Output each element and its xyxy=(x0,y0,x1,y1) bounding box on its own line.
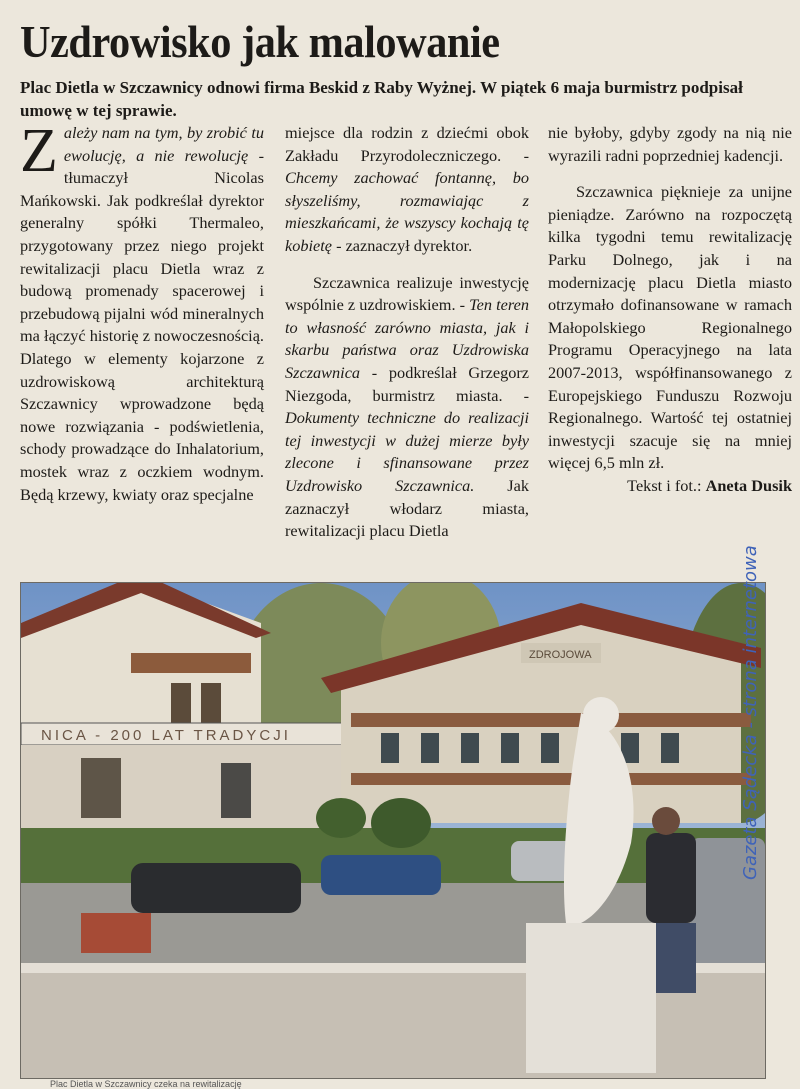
banner-text: NICA - 200 LAT TRADYCJI xyxy=(41,727,291,744)
lead-paragraph: Plac Dietla w Szczawnicy odnowi firma Beskid z Raby Wyżnej. W piątek 6 maja burmistrz podpisał umowę w tej sprawie. xyxy=(20,78,743,120)
quote-text: Chcemy zachować fontannę, bo słyszeliśmy, rozmawiając z mieszkańcami, że wszyscy kochają tę kobietę xyxy=(285,168,529,255)
author-credit xyxy=(548,475,792,498)
quote-text: Ten teren to własność zarówno miasta, jak i skarbu państwa oraz Uzdrowiska Szczawnica xyxy=(285,295,529,382)
quote-text: Dokumenty techniczne do realizacji tej inwestycji w dużej mierze były zlecone i sfinansowane przez Uzdrowisko Szczawnica. xyxy=(285,408,529,495)
headline: Uzdrowisko jak malowanie xyxy=(20,16,500,67)
building-sign: ZDROJOWA xyxy=(529,649,592,661)
body-text: - tłumaczył Nicolas Mańkowski. Jak podkreślał dyrektor generalny spółki Thermaleo, przygotowany przez niego projekt rewitalizacji placu Dietla wraz z budową promenady spacerowej i przebudową pijalni wód mineralnych ma łączyć historię z nowoczesnością. Dlatego w elementy kojarzone z uzdrowiskową architekturą Szczawnicy wprowadzone będą nowe rozwiązania - podświetlenia, schody prowadzące do Inhalatorium, mostek wraz z oczkiem wodnym. Będą krzewy, kwiaty oraz specjalne xyxy=(20,145,264,504)
body-text: miejsce dla rodzin z dziećmi obok Zakładu Przyrodoleczniczego. - xyxy=(285,123,529,165)
body-text: Szczawnica pięknieje za unijne pieniądze. Zarówno na rozpoczętą kilka tygodni temu rewitalizację Parku Dolnego, jak i na modernizację placu Dietla miasto otrzymało dofinansowane w ramach Małopolskiego Regionalnego Programu Operacyjnego na lata 2007-2013, współfinansowanego z Europejskiego Funduszu Rozwoju Regionalnego. Wartość tej ostatniej inwestycji szacuje się na mniej więcej 6,5 mln zł. xyxy=(548,182,792,473)
article-photo xyxy=(20,545,766,1079)
body-text: nie byłoby, gdyby zgody na nią nie wyrazili radni poprzedniej kadencji. xyxy=(548,123,792,165)
body-text: Jak zaznaczył włodarz miasta, rewitalizacji placu Dietla xyxy=(285,475,529,541)
credit-author: Aneta Dusik xyxy=(705,475,792,495)
drop-cap: Z xyxy=(20,117,58,185)
article-column-1 xyxy=(20,117,264,506)
article-column-3 xyxy=(548,122,792,498)
body-text: - podkreślał Grzegorz Niezgoda, burmistrz miasta. - xyxy=(285,362,529,405)
credit-prefix: Tekst i fot.: xyxy=(627,475,706,495)
photo-caption: Plac Dietla w Szczawnicy czeka na rewitalizację xyxy=(50,1079,242,1089)
body-text: - zaznaczył dyrektor. xyxy=(332,235,473,255)
handwritten-note: Gazeta Sądecka - strona internetowa xyxy=(740,545,761,880)
photo-illustration xyxy=(21,583,765,1078)
quote-text: ależy nam na tym, by zrobić tu ewolucję, a nie rewolucję xyxy=(63,123,264,165)
body-text: Szczawnica realizuje inwestycję wspólnie z uzdrowiskiem. - xyxy=(285,272,529,315)
article-column-2 xyxy=(285,122,529,543)
